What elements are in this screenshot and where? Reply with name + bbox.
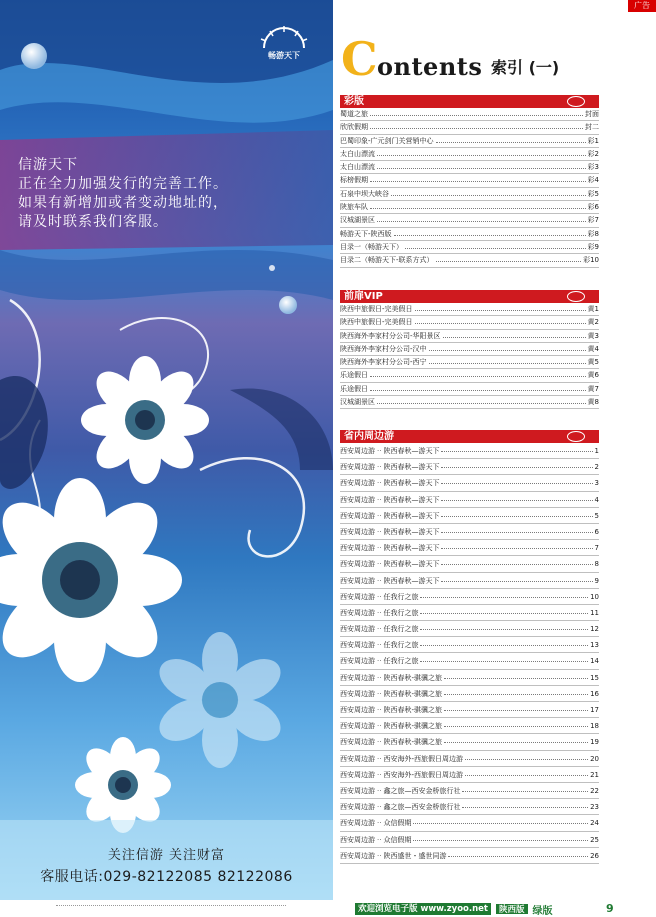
dot-leader	[415, 316, 586, 324]
flower-icon	[81, 356, 209, 484]
dot-leader	[413, 832, 588, 841]
entry-page: 1	[594, 447, 599, 455]
entry-name: 目录一（畅游天下）	[340, 242, 403, 251]
section-title: 彩版	[344, 96, 364, 107]
dot-leader	[394, 228, 586, 236]
entry-separator: ··	[377, 786, 382, 795]
entry-separator: ··	[377, 835, 382, 844]
entry-page: 16	[590, 689, 599, 698]
entry-page: 9	[594, 576, 599, 585]
entry-name: 陕西春秋—游天下	[383, 447, 440, 455]
dot-leader	[420, 621, 588, 630]
footer-divider	[56, 905, 286, 906]
entry-separator: ··	[377, 576, 382, 585]
entry-name: 陕西春秋-骐骥之旅	[383, 689, 442, 698]
cover-art-panel	[0, 0, 333, 900]
contents-index	[333, 0, 656, 900]
index-entry[interactable]	[340, 540, 599, 556]
entry-page: 黄6	[587, 371, 599, 380]
index-entry[interactable]	[340, 214, 599, 227]
entry-separator: ··	[377, 722, 382, 731]
index-entry[interactable]	[340, 815, 599, 831]
dot-leader	[448, 848, 588, 857]
entry-prefix: 西安周边游	[340, 851, 375, 860]
dot-leader	[462, 799, 588, 808]
entry-prefix: 西安周边游	[340, 770, 375, 779]
entry-name: 汉城湖景区	[340, 216, 375, 225]
entry-name: 陕西春秋-骐骥之旅	[383, 706, 442, 714]
entry-separator: ··	[377, 495, 382, 504]
entry-name: 西安海外-西旅假日周边游	[383, 754, 463, 763]
entry-separator: ··	[377, 851, 382, 860]
dot-leader	[465, 767, 588, 776]
dot-leader	[441, 459, 592, 468]
entry-page: 18	[590, 722, 599, 731]
entry-page: 25	[590, 835, 599, 844]
page-number: 9	[606, 902, 614, 915]
entry-separator: ··	[377, 479, 382, 488]
entry-name: 陕西海外李家村分公司-汉中	[340, 344, 427, 353]
entry-prefix: 西安周边游	[340, 560, 375, 569]
slogan: 关注信游 关注财富	[107, 848, 226, 863]
dot-leader	[377, 214, 586, 222]
dot-leader	[441, 540, 592, 549]
dot-leader	[377, 148, 586, 156]
entry-separator: ··	[377, 625, 382, 634]
entry-prefix: 西安周边游	[340, 641, 375, 650]
entry-prefix: 西安周边游	[340, 689, 375, 698]
dot-leader	[370, 108, 583, 116]
entry-page: 20	[590, 754, 599, 763]
footer-welcome[interactable]: 欢迎浏览电子版 www.zyoo.net	[355, 903, 491, 915]
entry-name: 乐途假日	[340, 371, 368, 380]
index-entry[interactable]	[340, 783, 599, 799]
dot-leader	[420, 637, 588, 646]
index-entry[interactable]	[340, 637, 599, 653]
dot-leader	[391, 188, 586, 196]
dot-leader	[441, 556, 592, 565]
entry-page: 彩10	[583, 256, 599, 265]
entry-name: 陕西海外李家村分公司-华阳景区	[340, 331, 441, 340]
index-entry[interactable]	[340, 228, 599, 241]
entry-prefix: 西安周边游	[340, 819, 375, 828]
entry-name: 任我行之旅	[383, 657, 419, 666]
entry-prefix: 西安周边游	[340, 722, 375, 731]
entry-page: 黄4	[587, 344, 599, 353]
dot-leader	[429, 343, 586, 351]
entry-prefix: 西安周边游	[340, 657, 375, 666]
dot-leader	[370, 201, 586, 209]
entry-name: 陕西春秋-骐骥之旅	[383, 673, 442, 682]
entry-name: 陕西春秋—游天下	[383, 463, 440, 472]
dot-leader	[444, 670, 588, 679]
entry-page: 彩6	[587, 203, 599, 212]
entry-page: 黄7	[587, 384, 599, 393]
entry-name: 太白山漂流	[340, 163, 375, 172]
promo-line: 正在全力加强发行的完善工作。	[18, 176, 228, 192]
dot-leader	[413, 815, 588, 824]
entry-prefix: 西安周边游	[340, 592, 375, 601]
entry-name: 陕西盛世・盛世同游	[383, 851, 447, 860]
entry-page: 彩8	[587, 229, 599, 238]
entry-name: 任我行之旅	[383, 641, 419, 650]
dot-leader	[441, 492, 592, 501]
index-entry[interactable]	[340, 148, 599, 161]
entry-page: 彩3	[587, 163, 599, 172]
entry-name: 西安海外-西旅假日周边游	[383, 770, 463, 779]
index-entry[interactable]	[340, 832, 599, 848]
entry-name: 陕西春秋—游天下	[383, 479, 440, 488]
entry-page: 3	[594, 479, 599, 488]
entry-page: 13	[590, 641, 599, 650]
dot-leader	[377, 396, 586, 404]
entry-name: 任我行之旅	[383, 592, 419, 601]
dot-leader	[465, 751, 588, 760]
index-entry[interactable]	[340, 524, 599, 540]
entry-prefix: 西安周边游	[340, 463, 375, 472]
dot-leader	[420, 589, 588, 598]
circle-icon	[567, 96, 585, 107]
index-entry[interactable]	[340, 303, 599, 316]
index-entry[interactable]	[340, 108, 599, 121]
index-entry[interactable]	[340, 459, 599, 475]
moon-icon	[279, 296, 297, 314]
entry-name: 陕西春秋-骐骥之旅	[383, 738, 442, 747]
section-provincial-tours	[340, 430, 599, 864]
entry-page: 彩4	[587, 176, 599, 185]
index-entry[interactable]	[340, 621, 599, 637]
entry-name: 陕西中旅假日-完美假日	[340, 318, 413, 327]
index-entry[interactable]	[340, 605, 599, 621]
entry-name: 太白山漂流	[340, 149, 375, 158]
entry-name: 巴蜀印象-广元剑门关营销中心	[340, 136, 434, 145]
entry-page: 5	[594, 511, 599, 520]
entry-separator: ··	[377, 706, 382, 714]
service-hotline: 客服电话:029-82122085 82122086	[40, 869, 293, 885]
entry-page: 22	[590, 786, 599, 795]
page-title	[341, 34, 641, 84]
entry-name: 目录二（畅游天下-联系方式）	[340, 256, 434, 265]
index-entry[interactable]	[340, 751, 599, 767]
dot-leader	[436, 254, 582, 262]
entry-name: 石泉中坝大峡谷	[340, 189, 389, 198]
entry-page: 23	[590, 803, 599, 812]
entry-page: 8	[594, 560, 599, 569]
index-entry[interactable]	[340, 356, 599, 369]
dot-leader	[444, 686, 588, 695]
entry-page: 黄2	[587, 318, 599, 327]
entry-name: 畅游天下-陕西版	[340, 229, 392, 238]
index-entry[interactable]	[340, 396, 599, 409]
entry-prefix: 西安周边游	[340, 576, 375, 585]
entry-prefix: 西安周边游	[340, 544, 375, 553]
entry-name: 陕西春秋—游天下	[383, 544, 440, 553]
section-title: 前扉VIP	[344, 291, 383, 302]
entry-separator: ··	[377, 511, 382, 520]
dot-leader	[420, 653, 588, 662]
entry-page: 黄3	[587, 331, 599, 340]
entry-name: 陕西春秋—游天下	[383, 560, 440, 569]
entry-name: 汉城湖景区	[340, 398, 375, 407]
entry-name: 任我行之旅	[383, 625, 419, 634]
entry-page: 24	[590, 819, 599, 828]
entry-name: 鑫之旅—西安金桥旅行社	[383, 803, 461, 812]
footer-edition: 绿版	[532, 905, 553, 917]
entry-page: 14	[590, 657, 599, 666]
entry-name: 众信假期	[383, 835, 412, 844]
entry-prefix: 西安周边游	[340, 738, 375, 747]
index-entry[interactable]	[340, 686, 599, 702]
entry-name: 鑫之旅—西安金桥旅行社	[383, 786, 461, 795]
index-entry[interactable]	[340, 188, 599, 201]
promo-line: 请及时联系我们客服。	[18, 214, 168, 230]
title-initial: C	[341, 32, 378, 86]
dot-leader	[441, 573, 592, 582]
dot-leader	[441, 508, 592, 517]
entry-name: 蜀道之旅	[340, 110, 368, 118]
entry-name: 陕西春秋—游天下	[383, 576, 440, 585]
section-header	[340, 430, 599, 443]
entry-page: 4	[594, 495, 599, 504]
entry-page: 15	[590, 673, 599, 682]
entry-separator: ··	[377, 463, 382, 472]
dot-leader	[370, 383, 586, 391]
circle-icon	[567, 291, 585, 302]
footer-bar	[355, 902, 553, 916]
index-entry[interactable]	[340, 589, 599, 605]
dot-leader	[441, 524, 592, 533]
entry-name: 陕西中旅假日-完美假日	[340, 305, 413, 313]
index-entry[interactable]	[340, 161, 599, 174]
index-entry[interactable]	[340, 492, 599, 508]
dot-leader	[420, 605, 588, 614]
entry-page: 17	[590, 706, 599, 714]
dot-leader	[444, 702, 588, 711]
entry-separator: ··	[377, 770, 382, 779]
index-entry[interactable]	[340, 573, 599, 589]
moon-icon	[21, 43, 47, 69]
entry-page: 彩1	[587, 136, 599, 145]
index-entry[interactable]	[340, 767, 599, 783]
entry-name: 陕西春秋—游天下	[383, 511, 440, 520]
index-entry[interactable]	[340, 848, 599, 864]
entry-name: 陕西春秋—游天下	[383, 527, 440, 536]
entry-page: 封面	[585, 110, 599, 118]
dot-leader	[370, 121, 583, 129]
entry-prefix: 西安周边游	[340, 625, 375, 634]
index-entry[interactable]	[340, 653, 599, 669]
entry-separator: ··	[377, 527, 382, 536]
section-title: 省内周边游	[344, 431, 394, 442]
floral-illustration	[0, 0, 333, 900]
dot-leader	[441, 443, 592, 452]
index-entry[interactable]	[340, 734, 599, 750]
index-entry[interactable]	[340, 343, 599, 356]
dot-leader	[443, 330, 586, 338]
index-entry[interactable]	[340, 330, 599, 343]
entry-separator: ··	[377, 803, 382, 812]
entry-name: 欣欣假期	[340, 123, 368, 132]
index-entry[interactable]	[340, 201, 599, 214]
section-header	[340, 290, 599, 303]
dot-leader	[429, 356, 586, 364]
index-entry[interactable]	[340, 508, 599, 524]
dot-leader	[441, 475, 592, 484]
entry-name: 陕旅车队	[340, 203, 368, 212]
dot-leader	[444, 734, 588, 743]
brand-logo	[252, 24, 316, 62]
index-entry[interactable]	[340, 383, 599, 396]
entry-page: 6	[594, 527, 599, 536]
entry-prefix: 西安周边游	[340, 706, 375, 714]
index-entry[interactable]	[340, 135, 599, 148]
dot-leader	[436, 135, 586, 143]
section-color-pages	[340, 95, 599, 268]
promo-line: 如果有新增加或者变动地址的，	[18, 195, 228, 211]
entry-page: 彩5	[587, 189, 599, 198]
entry-separator: ··	[377, 447, 382, 455]
entry-separator: ··	[377, 560, 382, 569]
index-entry[interactable]	[340, 799, 599, 815]
index-entry[interactable]	[340, 174, 599, 187]
dot-leader	[377, 161, 586, 169]
entry-page: 12	[590, 625, 599, 634]
entry-name: 乐途假日	[340, 384, 368, 393]
index-entry[interactable]	[340, 670, 599, 686]
entry-page: 彩2	[587, 149, 599, 158]
entry-prefix: 西安周边游	[340, 527, 375, 536]
entry-prefix: 西安周边游	[340, 511, 375, 520]
dot-leader	[370, 369, 586, 377]
entry-name: 众信假期	[383, 819, 412, 828]
dot-leader	[405, 241, 586, 249]
dot-leader	[462, 783, 588, 792]
flower-icon	[152, 632, 288, 768]
entry-page: 19	[590, 738, 599, 747]
entry-separator: ··	[377, 608, 382, 617]
entry-separator: ··	[377, 819, 382, 828]
index-entry[interactable]	[340, 369, 599, 382]
entry-page: 11	[590, 608, 599, 617]
entry-page: 2	[594, 463, 599, 472]
entry-name: 任我行之旅	[383, 608, 419, 617]
entry-separator: ··	[377, 738, 382, 747]
entry-prefix: 西安周边游	[340, 835, 375, 844]
index-entry[interactable]	[340, 241, 599, 254]
index-entry[interactable]	[340, 475, 599, 491]
entry-separator: ··	[377, 673, 382, 682]
entry-name: 陕西海外李家村分公司-西宁	[340, 358, 427, 367]
entry-page: 黄1	[587, 305, 599, 313]
dot-leader	[444, 718, 588, 727]
entry-separator: ··	[377, 689, 382, 698]
section-header	[340, 95, 599, 108]
section-vip	[340, 290, 599, 409]
index-entry[interactable]	[340, 254, 599, 267]
entry-page: 彩7	[587, 216, 599, 225]
index-entry[interactable]	[340, 556, 599, 572]
entry-separator: ··	[377, 592, 382, 601]
entry-separator: ··	[377, 657, 382, 666]
entry-name: 标榜假期	[340, 176, 368, 185]
entry-prefix: 西安周边游	[340, 803, 375, 812]
logo-text: 畅游天下	[268, 51, 300, 60]
entry-separator: ··	[377, 544, 382, 553]
promo-line: 信游天下	[18, 157, 78, 173]
flower-icon	[0, 478, 182, 682]
circle-icon	[567, 431, 585, 442]
entry-prefix: 西安周边游	[340, 786, 375, 795]
index-entry[interactable]	[340, 121, 599, 134]
title-subtitle: 索引 (一)	[491, 58, 560, 77]
entry-prefix: 西安周边游	[340, 754, 375, 763]
entry-page: 彩9	[587, 242, 599, 251]
dot-leader	[370, 174, 586, 182]
entry-page: 21	[590, 770, 599, 779]
entry-page: 封二	[585, 123, 599, 132]
entry-page: 黄5	[587, 358, 599, 367]
promo-message	[18, 156, 318, 232]
entry-name: 陕西春秋—游天下	[383, 495, 440, 504]
ad-tab: 广告	[628, 0, 656, 12]
entry-prefix: 西安周边游	[340, 479, 375, 488]
index-entry[interactable]	[340, 316, 599, 329]
entry-prefix: 西安周边游	[340, 447, 375, 455]
index-entry[interactable]	[340, 718, 599, 734]
entry-prefix: 西安周边游	[340, 495, 375, 504]
index-entry[interactable]	[340, 443, 599, 459]
footer-brand: 陕西版	[495, 903, 529, 915]
entry-prefix: 西安周边游	[340, 673, 375, 682]
entry-page: 26	[590, 851, 599, 860]
entry-separator: ··	[377, 641, 382, 650]
dot-leader	[415, 303, 586, 311]
index-entry[interactable]	[340, 702, 599, 718]
entry-page: 7	[594, 544, 599, 553]
entry-page: 黄8	[587, 398, 599, 407]
entry-separator: ··	[377, 754, 382, 763]
title-word: ontents	[377, 52, 483, 81]
entry-page: 10	[590, 592, 599, 601]
entry-prefix: 西安周边游	[340, 608, 375, 617]
flower-icon	[75, 737, 171, 833]
entry-name: 陕西春秋-骐骥之旅	[383, 722, 442, 731]
